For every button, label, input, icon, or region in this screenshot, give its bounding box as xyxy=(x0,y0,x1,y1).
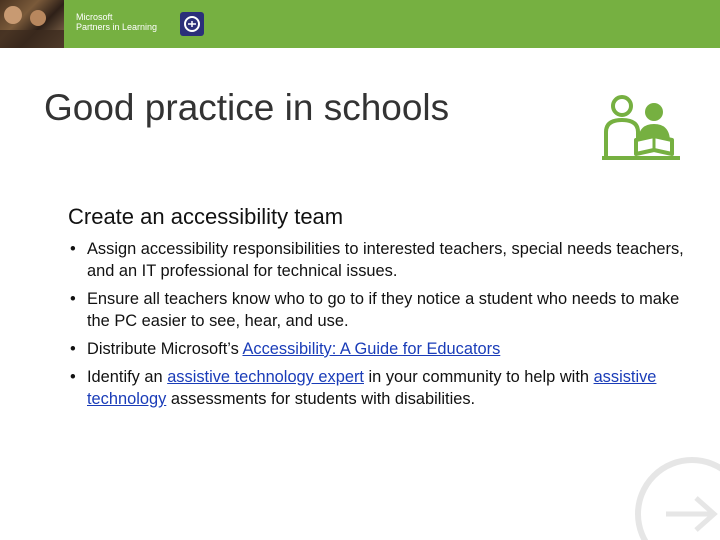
bullet-text: Assign accessibility responsibilities to interested teachers, special needs teachers, and an IT professional for technical issues. xyxy=(87,240,684,280)
brand-line-2: Partners in Learning xyxy=(76,22,158,32)
classroom-photo xyxy=(0,0,64,48)
bullet-marker: • xyxy=(70,368,76,386)
bullet-text: Ensure all teachers know who to go to if they notice a student who needs to make the PC easier to see, hear, and use. xyxy=(87,290,680,330)
list-item xyxy=(70,238,690,282)
bullet-text: in your community to help with xyxy=(363,368,594,386)
slide-subtitle: Create an accessibility team xyxy=(68,204,344,229)
assistive-technology-expert-link[interactable]: assistive technology expert xyxy=(167,368,364,386)
bullet-text: Identify an xyxy=(87,368,168,386)
next-arrow-icon[interactable] xyxy=(630,456,720,540)
list-item xyxy=(70,338,690,360)
teacher-student-book-icon xyxy=(596,92,686,164)
header-band xyxy=(0,0,720,48)
brand-logo xyxy=(76,12,176,32)
accessibility-guide-link[interactable]: Accessibility: A Guide for Educators xyxy=(242,340,501,358)
bullet-text: Distribute Microsoft’s xyxy=(87,340,243,358)
partners-in-learning-logo-icon xyxy=(180,12,204,36)
bullet-marker: • xyxy=(70,290,76,308)
assistive-technology-link[interactable]: assistive technology xyxy=(87,368,657,408)
bullet-marker: • xyxy=(70,240,76,258)
brand-line-1: Microsoft xyxy=(76,12,113,22)
bullet-marker: • xyxy=(70,340,76,358)
bullet-text: assessments for students with disabilities. xyxy=(166,390,476,408)
slide-title: Good practice in schools xyxy=(44,87,450,128)
list-item xyxy=(70,288,690,332)
list-item xyxy=(70,366,690,410)
bullet-list xyxy=(70,238,690,416)
